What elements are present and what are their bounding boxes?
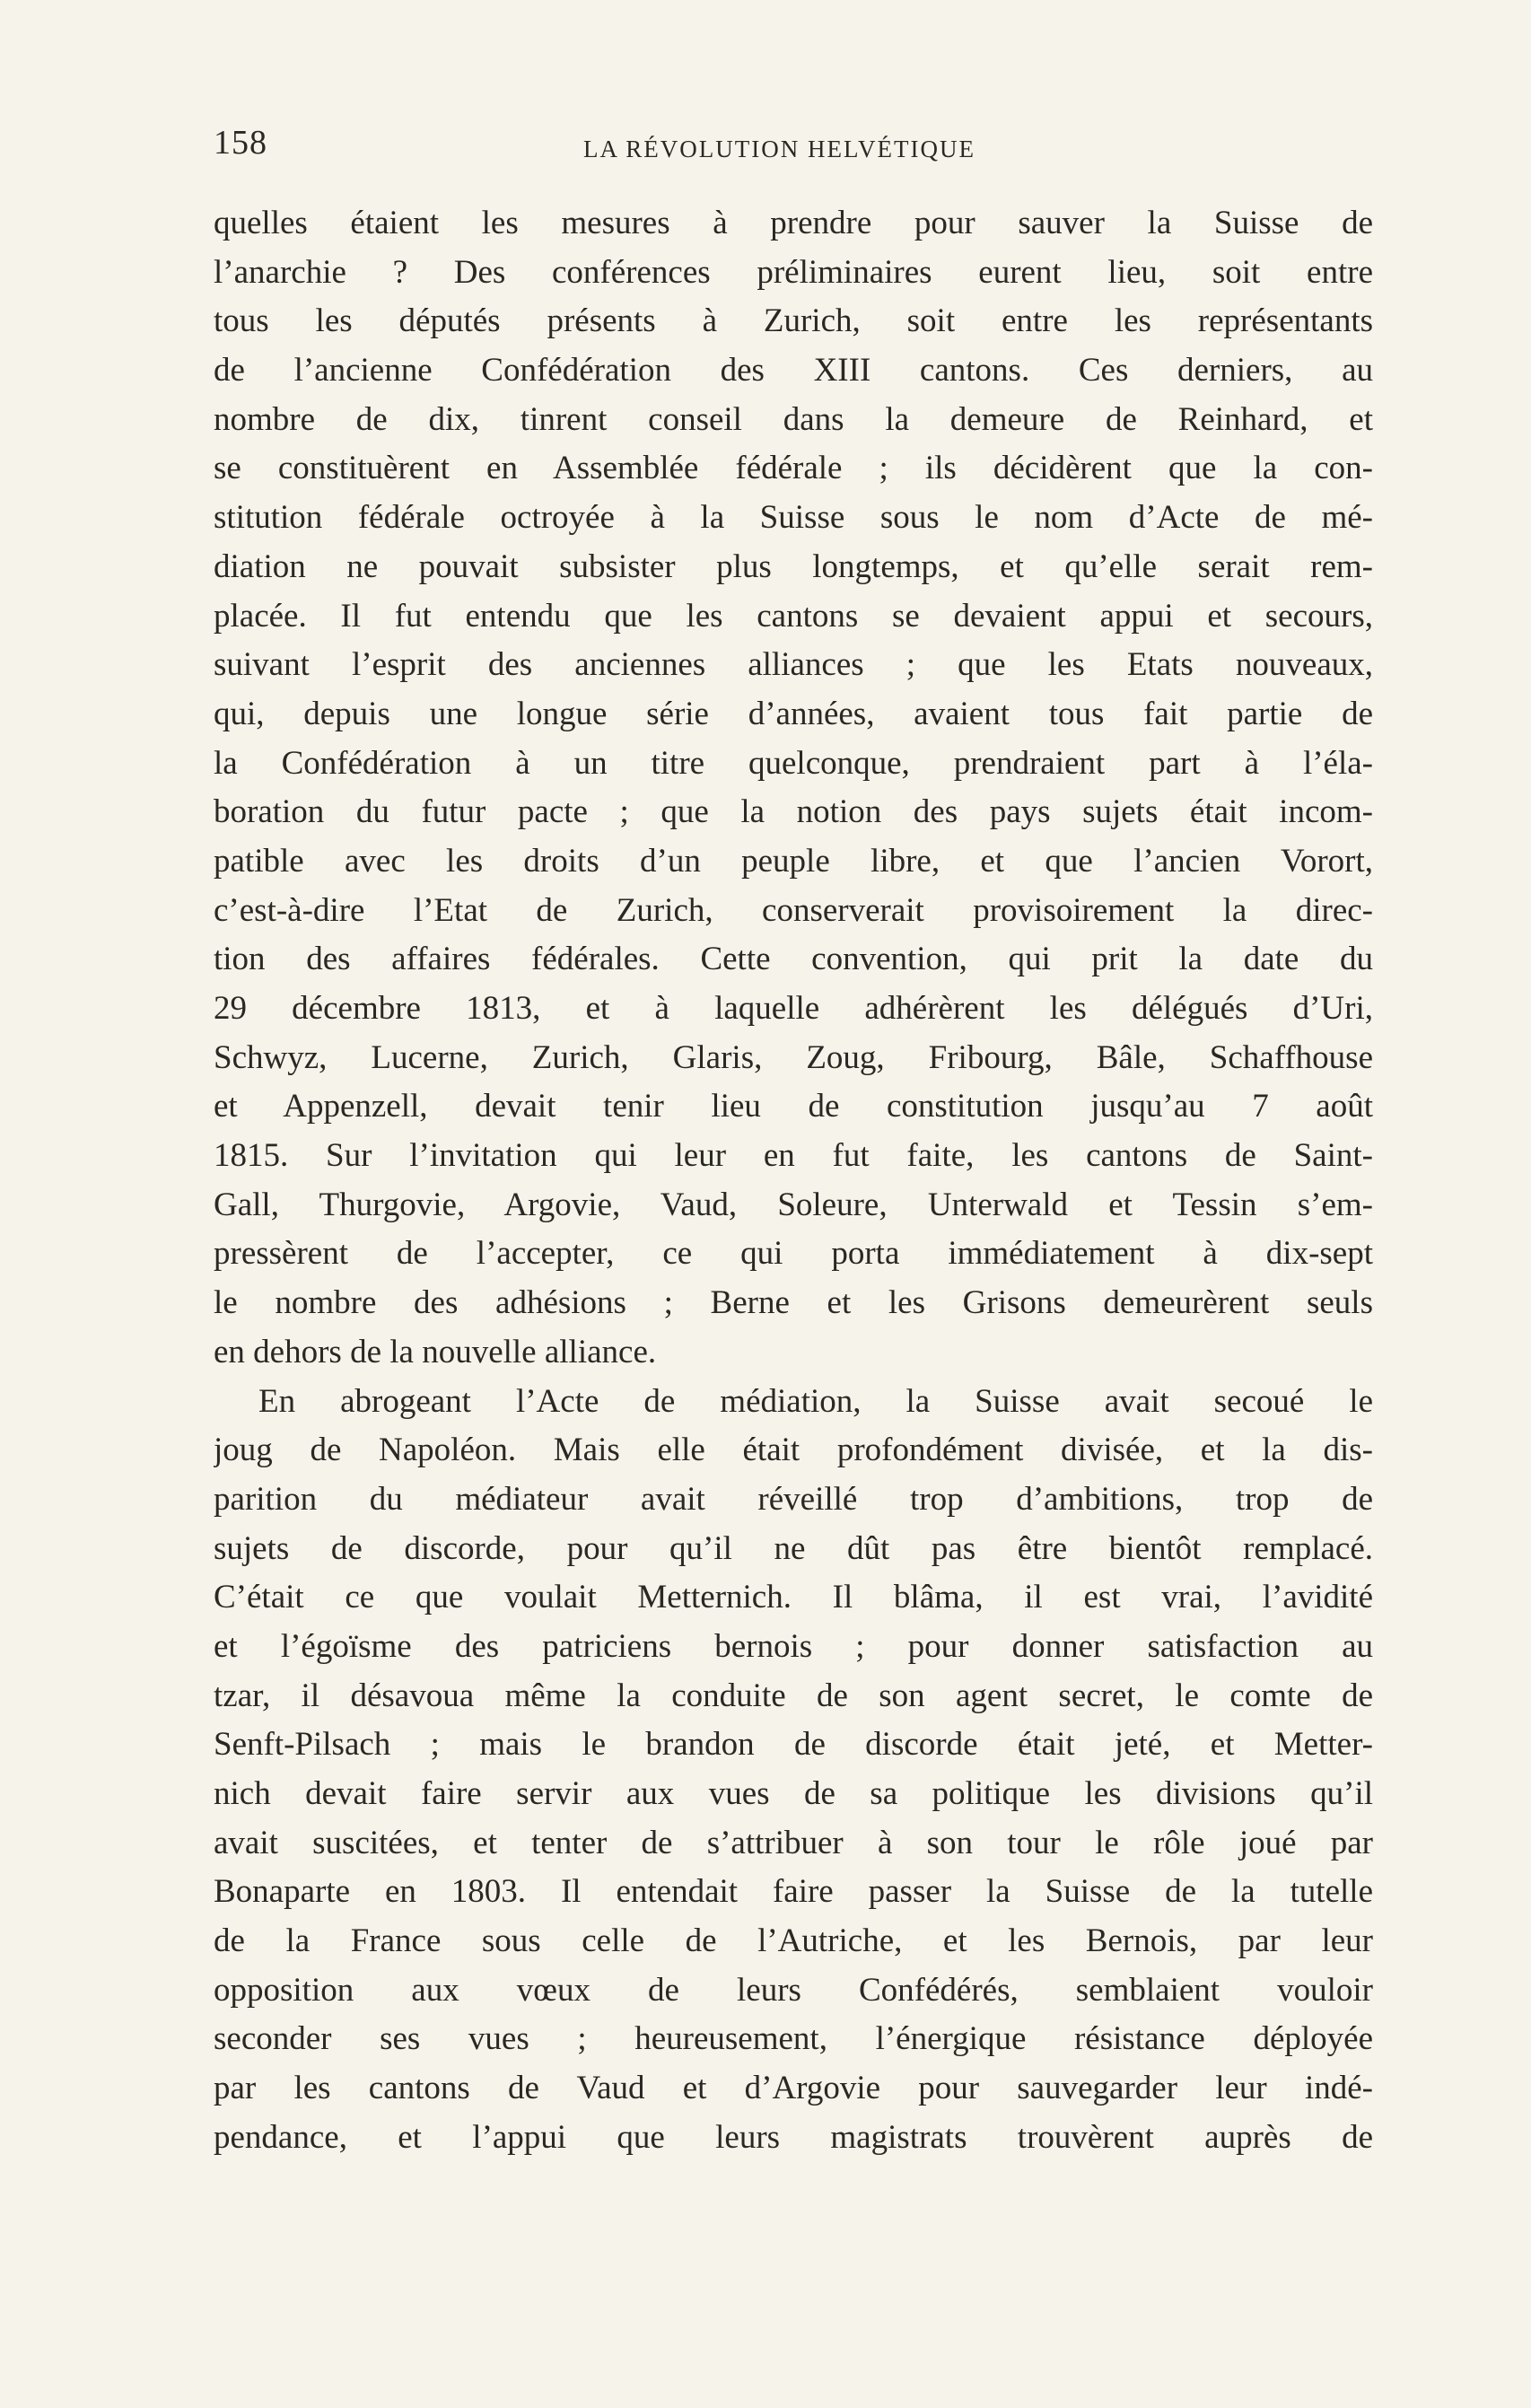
text-line: tion des affaires fédérales. Cette convention, qui prit la date du	[214, 941, 1373, 978]
page-number: 158	[214, 124, 267, 162]
text-line: la Confédération à un titre quelconque, prendraient part à l’éla-	[214, 744, 1373, 782]
text-line: avait suscitées, et tenter de s’attribuer à son tour le rôle joué par	[214, 1824, 1373, 1861]
text-line: l’anarchie ? Des conférences préliminaires eurent lieu, soit entre	[214, 253, 1373, 291]
text-line: Gall, Thurgovie, Argovie, Vaud, Soleure, Unterwald et Tessin s’em-	[214, 1186, 1373, 1223]
text-line: placée. Il fut entendu que les cantons se devaient appui et secours,	[214, 597, 1373, 635]
text-line: 1815. Sur l’invitation qui leur en fut faite, les cantons de Saint-	[214, 1137, 1373, 1175]
text-line: nombre de dix, tinrent conseil dans la demeure de Reinhard, et	[214, 400, 1373, 438]
text-line: tous les députés présents à Zurich, soit entre les représentants	[214, 302, 1373, 340]
text-line: quelles étaient les mesures à prendre pour sauver la Suisse de	[214, 205, 1373, 241]
text-line: Schwyz, Lucerne, Zurich, Glaris, Zoug, Fribourg, Bâle, Schaffhouse	[214, 1038, 1373, 1076]
text-line: pressèrent de l’accepter, ce qui porta immédiatement à dix-sept	[214, 1235, 1373, 1273]
paragraph-start-line: En abrogeant l’Acte de médiation, la Suisse avait secoué le	[258, 1382, 1373, 1420]
text-line: suivant l’esprit des anciennes alliances ; que les Etats nouveaux,	[214, 646, 1373, 684]
text-line: Bonaparte en 1803. Il entendait faire passer la Suisse de la tutelle	[214, 1873, 1373, 1911]
paragraph-end-line: en dehors de la nouvelle alliance.	[214, 1333, 657, 1370]
text-line: parition du médiateur avait réveillé trop d’ambitions, trop de	[214, 1480, 1373, 1518]
text-line: stitution fédérale octroyée à la Suisse sous le nom d’Acte de mé-	[214, 499, 1373, 537]
text-line: le nombre des adhésions ; Berne et les Grisons demeurèrent seuls	[214, 1284, 1373, 1322]
text-line: patible avec les droits d’un peuple libre, et que l’ancien Vorort,	[214, 842, 1373, 880]
text-line: joug de Napoléon. Mais elle était profondément divisée, et la dis-	[214, 1432, 1373, 1469]
text-line: C’était ce que voulait Metternich. Il blâma, il est vrai, l’avidité	[214, 1579, 1373, 1616]
text-line: pendance, et l’appui que leurs magistrats trouvèrent auprès de	[214, 2118, 1373, 2156]
text-line: nich devait faire servir aux vues de sa politique les divisions qu’il	[214, 1775, 1373, 1812]
text-line: c’est-à-dire l’Etat de Zurich, conserverait provisoirement la direc-	[214, 891, 1373, 929]
text-line: de l’ancienne Confédération des XIII cantons. Ces derniers, au	[214, 352, 1373, 390]
text-line: de la France sous celle de l’Autriche, et les Bernois, par leur	[214, 1922, 1373, 1960]
text-line: sujets de discorde, pour qu’il ne dût pas être bientôt remplacé.	[214, 1529, 1373, 1567]
text-line: seconder ses vues ; heureusement, l’énergique résistance déployée	[214, 2020, 1373, 2058]
text-line: se constituèrent en Assemblée fédérale ; ils décidèrent que la con-	[214, 450, 1373, 487]
text-line: et l’égoïsme des patriciens bernois ; pour donner satisfaction au	[214, 1627, 1373, 1665]
text-line: et Appenzell, devait tenir lieu de constitution jusqu’au 7 août	[214, 1088, 1373, 1125]
running-title: LA RÉVOLUTION HELVÉTIQUE	[583, 136, 975, 162]
text-line: qui, depuis une longue série d’années, avaient tous fait partie de	[214, 695, 1373, 732]
text-line: opposition aux vœux de leurs Confédérés, semblaient vouloir	[214, 1971, 1373, 2009]
text-line: Senft-Pilsach ; mais le brandon de discorde était jeté, et Metter-	[214, 1726, 1373, 1764]
text-line: boration du futur pacte ; que la notion des pays sujets était incom-	[214, 793, 1373, 831]
text-line: par les cantons de Vaud et d’Argovie pour sauvegarder leur indé-	[214, 2070, 1373, 2107]
text-line: diation ne pouvait subsister plus longtemps, et qu’elle serait rem-	[214, 547, 1373, 585]
body-text	[214, 199, 1373, 2163]
text-line: tzar, il désavoua même la conduite de son agent secret, le comte de	[214, 1677, 1373, 1714]
text-line: 29 décembre 1813, et à laquelle adhérèrent les délégués d’Uri,	[214, 990, 1373, 1027]
